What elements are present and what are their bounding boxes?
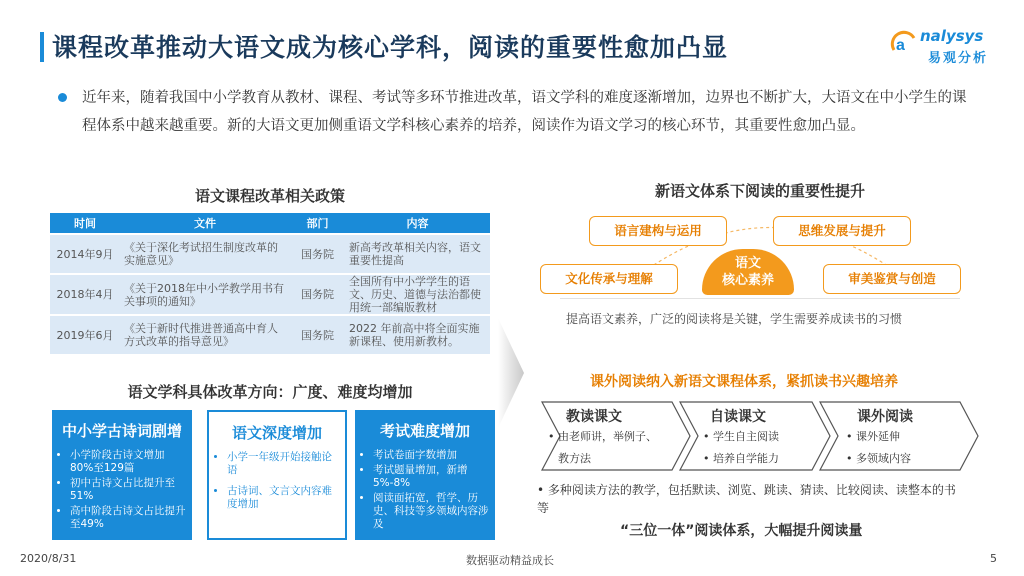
list-item: • 多领域内容 — [846, 452, 911, 465]
column-header: 时间 — [50, 213, 120, 234]
table-row — [50, 315, 490, 354]
list-item: • 高中阶段古诗文占比提升至49% — [70, 505, 186, 531]
cell-doc: 《关于深化考试招生制度改革的实施意见》 — [120, 234, 290, 274]
reading-methods: • 多种阅读方法的教学，包括默读、浏览、跳读、猜读、比较阅读、读整本的书等 — [537, 483, 956, 515]
column-header: 文件 — [120, 213, 290, 234]
analysys-logo-icon — [890, 30, 920, 54]
cell-time: 2019年6月 — [50, 315, 120, 354]
reform-box-heading: 考试难度增加 — [379, 422, 470, 440]
divider-arrow-icon — [498, 318, 524, 428]
cell-doc: 《关于新时代推进普通高中育人方式改革的指导意见》 — [120, 315, 290, 354]
list-item: • 小学阶段古诗文增加80%至129篇 — [70, 449, 186, 475]
cell-content: 2022 年前高中将全面实施新课程、使用新教材。 — [345, 315, 490, 354]
logo-text: nalysys — [920, 27, 984, 45]
list-item: • 初中古诗文占比提升至51% — [70, 477, 186, 503]
stage-label: 教读课文 — [566, 409, 622, 425]
reading-summary: “三位一体”阅读体系，大幅提升阅读量 — [620, 523, 863, 539]
title-accent-bar — [40, 32, 44, 62]
policy-title: 语文课程改革相关政策 — [194, 187, 345, 205]
stage-items — [703, 426, 779, 470]
list-item: 教方法 — [558, 452, 591, 465]
divider-line — [560, 298, 960, 299]
svg-text:a: a — [896, 37, 905, 54]
stage-items — [846, 426, 911, 470]
page-title: 课程改革推动大语文成为核心学科，阅读的重要性愈加凸显 — [52, 33, 729, 62]
list-item: • 培养自学能力 — [703, 452, 779, 465]
cell-dept: 国务院 — [290, 274, 345, 315]
table-row — [50, 234, 490, 274]
reading-title: 课外阅读纳入新语文课程体系，紧抓读书兴趣培养 — [590, 374, 898, 390]
list-item: • 考试卷面字数增加 — [373, 449, 489, 462]
stage-label: 自读课文 — [710, 409, 766, 425]
cell-dept: 国务院 — [290, 234, 345, 274]
list-item: • 古诗词、文言文内容难度增加 — [227, 485, 339, 511]
reform-box-exam — [355, 410, 495, 540]
list-item: • 学生自主阅读 — [703, 430, 779, 443]
list-item: • 小学一年级开始接触论语 — [227, 451, 339, 477]
stage-items — [548, 426, 657, 470]
stage-label: 课外阅读 — [857, 409, 913, 425]
list-item: • 阅读面拓宽，哲学、历史、科技等多领域内容涉及 — [373, 492, 489, 531]
importance-title: 新语文体系下阅读的重要性提升 — [654, 182, 865, 200]
reform-box-depth — [207, 410, 347, 540]
cell-time: 2014年9月 — [50, 234, 120, 274]
intro-paragraph: 近年来，随着我国中小学教育从教材、课程、考试等多环节推进改革，语文学科的难度逐渐增加，边界也不断扩大，大语文在中小学生的课程体系中越来越重要。新的大语文更加侧重语文学科核心素养的培养，阅读作为语文学习的核心环节，其重要性愈加凸显。 — [82, 90, 967, 134]
core-line-2: 核心素养 — [721, 273, 774, 288]
policy-table — [50, 213, 490, 354]
pill-culture: 文化传承与理解 — [540, 264, 678, 294]
table-row — [50, 274, 490, 315]
column-header: 部门 — [290, 213, 345, 234]
cell-dept: 国务院 — [290, 315, 345, 354]
logo-subtitle: 易观分析 — [928, 51, 989, 66]
pill-thinking: 思维发展与提升 — [773, 216, 911, 246]
list-item: • 考试题量增加，新增5%-8% — [373, 464, 489, 490]
cell-content: 新高考改革相关内容，语文重要性提高 — [345, 234, 490, 274]
importance-note: 提高语文素养，广泛的阅读将是关键，学生需要养成读书的习惯 — [566, 312, 903, 326]
reform-box-heading: 中小学古诗词剧增 — [61, 422, 182, 440]
bullet-dot-icon — [58, 93, 67, 102]
core-line-1: 语文 — [734, 256, 761, 271]
reform-box-poetry — [52, 410, 192, 540]
page-number: 5 — [990, 552, 997, 565]
core-literacy-badge — [702, 249, 794, 295]
reform-title: 语文学科具体改革方向：广度、难度均增加 — [127, 383, 413, 401]
reform-box-heading: 语文深度增加 — [231, 424, 322, 442]
footer-slogan: 数据驱动精益成长 — [466, 554, 554, 567]
table-header-row — [50, 213, 490, 234]
pill-language: 语言建构与运用 — [589, 216, 727, 246]
cell-content: 全国所有中小学学生的语文、历史、道德与法治都使用统一部编版教材 — [345, 274, 490, 315]
cell-time: 2018年4月 — [50, 274, 120, 315]
list-item: • 由老师讲，举例子、 — [548, 430, 657, 443]
footer-date: 2020/8/31 — [20, 552, 77, 565]
cell-doc: 《关于2018年中小学教学用书有关事项的通知》 — [120, 274, 290, 315]
column-header: 内容 — [345, 213, 490, 234]
list-item: • 课外延伸 — [846, 430, 900, 443]
pill-aesthetics: 审美鉴赏与创造 — [823, 264, 961, 294]
